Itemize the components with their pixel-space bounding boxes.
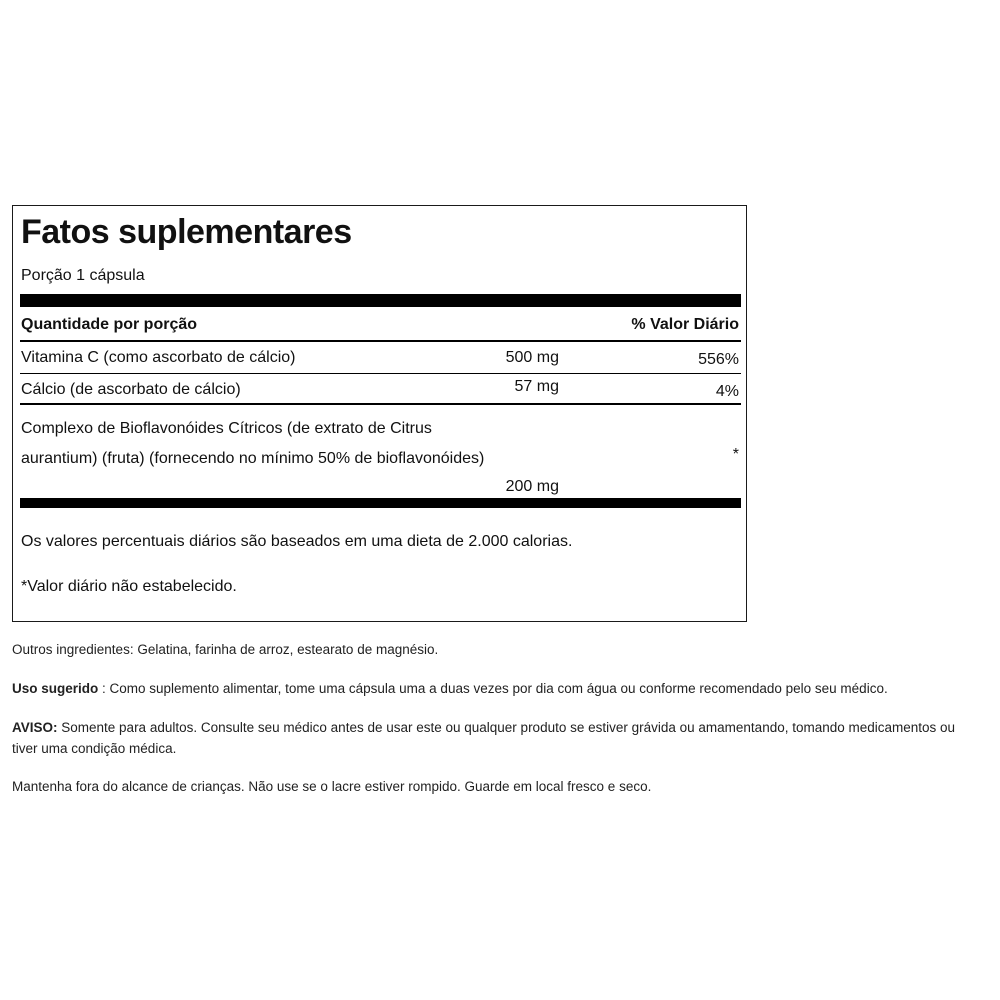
panel-title: Fatos suplementares — [21, 213, 352, 251]
other-ingredients: Outros ingredientes: Gelatina, farinha de arroz, estearato de magnésio. — [12, 642, 439, 657]
nutrient-dv-calcium: 4% — [715, 383, 739, 400]
nutrient-name-bioflavonoids-line2: aurantium) (fruta) (fornecendo no mínimo 50% de bioflavonóides) — [21, 450, 485, 467]
warning — [12, 717, 962, 759]
row-divider — [20, 373, 741, 374]
thick-divider — [20, 498, 741, 508]
nutrient-amount-vitamin-c: 500 mg — [505, 349, 559, 366]
footnote-not-established: *Valor diário não estabelecido. — [21, 578, 237, 595]
nutrient-amount-calcium: 57 mg — [514, 378, 559, 395]
row-divider — [20, 403, 741, 405]
nutrient-name-bioflavonoids-line1: Complexo de Bioflavonóides Cítricos (de extrato de Citrus — [21, 420, 432, 437]
header-daily-value: % Valor Diário — [631, 316, 739, 333]
warning-label: AVISO: — [12, 720, 58, 735]
nutrient-name-vitamin-c: Vitamina C (como ascorbato de cálcio) — [21, 349, 296, 366]
suggested-use-text: : Como suplemento alimentar, tome uma cápsula uma a duas vezes por dia com água ou conforme recomendado pelo seu médico. — [98, 681, 888, 696]
header-divider — [20, 340, 741, 342]
supplement-facts-panel — [12, 205, 747, 622]
nutrient-amount-bioflavonoids: 200 mg — [505, 478, 559, 495]
serving-size: Porção 1 cápsula — [21, 267, 145, 284]
storage-instructions: Mantenha fora do alcance de crianças. Não use se o lacre estiver rompido. Guarde em local fresco e seco. — [12, 779, 652, 794]
footnote-daily-value: Os valores percentuais diários são baseados em uma dieta de 2.000 calorias. — [21, 533, 573, 550]
suggested-use — [12, 678, 888, 699]
nutrient-dv-vitamin-c: 556% — [698, 351, 739, 368]
nutrient-name-calcium: Cálcio (de ascorbato de cálcio) — [21, 381, 241, 398]
header-amount-per-serving: Quantidade por porção — [21, 316, 198, 333]
suggested-use-label: Uso sugerido — [12, 681, 99, 696]
thick-divider — [20, 294, 741, 307]
warning-text: Somente para adultos. Consulte seu médico antes de usar este ou qualquer produto se estiver grávida ou amamentando, tomando medicamentos ou tiver uma condição médica. — [12, 720, 956, 756]
nutrient-dv-bioflavonoids: * — [732, 446, 739, 463]
